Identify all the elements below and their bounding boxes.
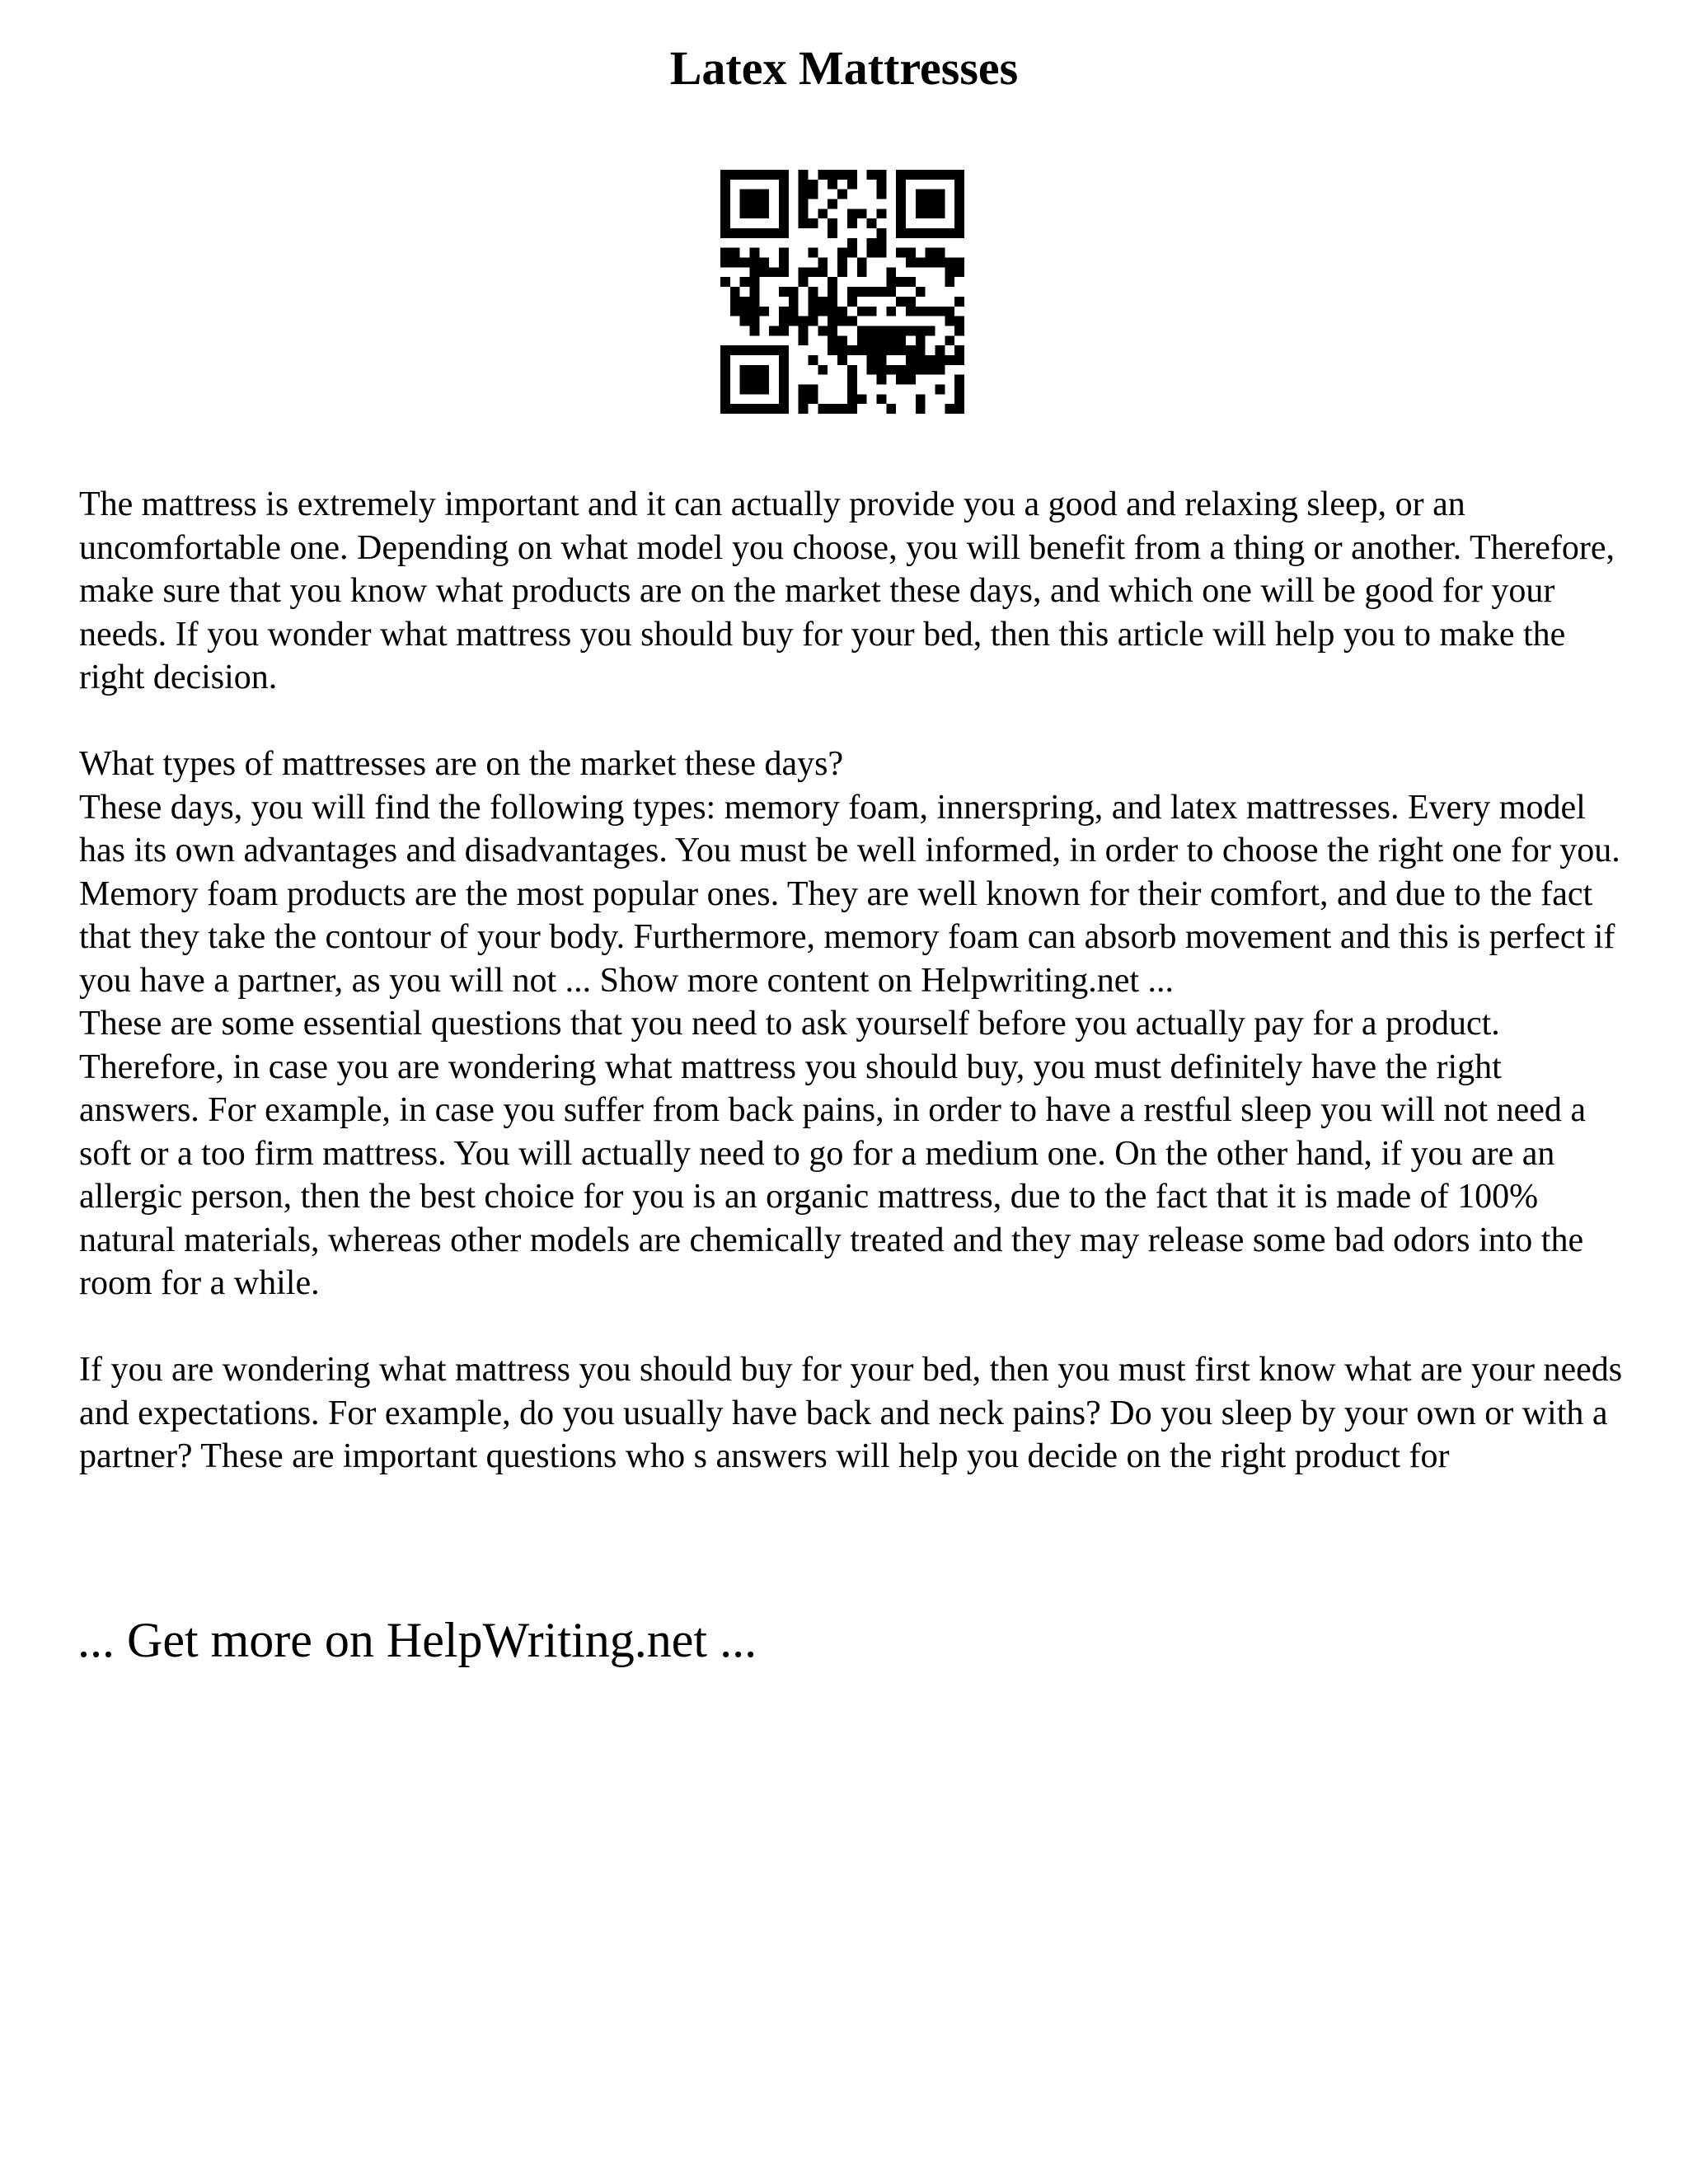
needs-paragraph: If you are wondering what mattress you should buy for your bed, then you must first know what are your needs and expectations. For example, do you usually have back and neck pains? Do you sleep by your own or with a partner? These are important questions who s answers will help you decide on the right product for <box>79 1351 1623 1475</box>
types-paragraph: These days, you will find the following types: memory foam, innerspring, and latex mattresses. Every model has its own advantages and disadvantages. You must be well informed, in order to choose the right one for you. Memory foam products are the most popular ones. They are well known for their comfort, and due to the fact that they take the contour of your body. Furthermore, memory foam can absorb movement and this is perfect if you have a partner, as you will not ... Show more content on Helpwriting.net ... <box>79 788 1620 1000</box>
intro-paragraph: The mattress is extremely important and it can actually provide you a good and relaxing sleep, or an uncomfortable one. Depending on what model you choose, you will benefit from a thing or another. Therefore, make sure that you know what products are on the market these days, and which one will be good for your needs. If you wonder what mattress you should buy for your bed, then this article will help you to make the right decision. <box>79 485 1615 696</box>
qr-code-icon <box>720 170 964 414</box>
get-more-link[interactable]: ... Get more on HelpWriting.net ... <box>77 1613 757 1667</box>
section-question: What types of mattresses are on the market these days? <box>79 745 844 783</box>
article-body <box>79 483 1629 1479</box>
questions-paragraph: These are some essential questions that you need to ask yourself before you actually pay for a product. Therefore, in case you are wondering what mattress you should buy, you must definitely have the right answers. For example, in case you suffer from back pains, in order to have a restful sleep you will not need a soft or a too firm mattress. You will actually need to go for a medium one. On the other hand, if you are an allergic person, then the best choice for you is an organic mattress, due to the fact that it is made of 100% natural materials, whereas other models are chemically treated and they may release some bad odors into the room for a while. <box>79 1005 1587 1302</box>
page-title: Latex Mattresses <box>669 41 1019 95</box>
